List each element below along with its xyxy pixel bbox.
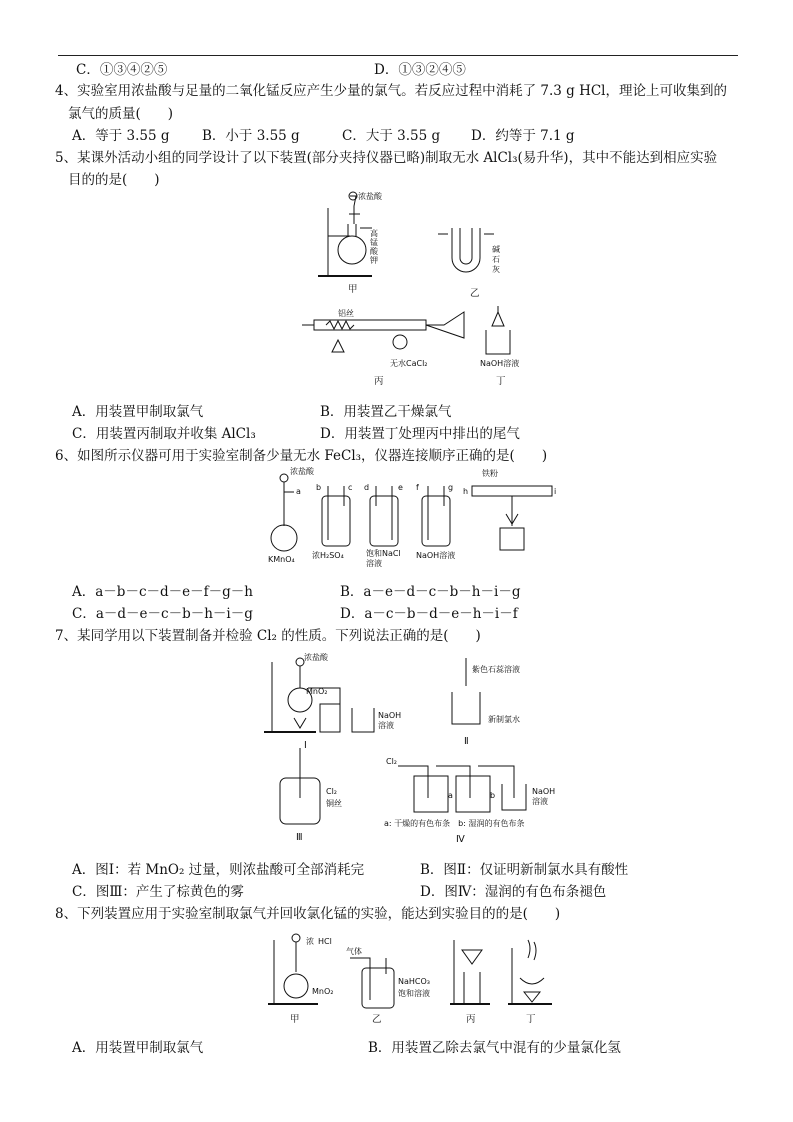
q6-label-iron: 铁粉 xyxy=(482,469,498,478)
q8-label-gas: 气体 xyxy=(346,947,362,956)
q8-setup-jia xyxy=(268,934,333,1025)
q8-label-mno2: MnO₂ xyxy=(312,987,334,996)
q4-stem-line2: 氯气的质量( ) xyxy=(68,106,174,122)
q5-option-c: C．用装置丙制取并收集 AlCl₃ xyxy=(72,426,256,442)
q4-option-b: B．小于 3.55 g xyxy=(202,128,300,144)
q5-label-conc-hcl: 浓盐酸 xyxy=(358,192,382,201)
q5-label-kmno4: 酸 xyxy=(370,247,378,256)
q7-apparatus-figure xyxy=(260,648,570,848)
q6-bottle-nacl xyxy=(364,483,403,568)
q7-label-conc-hcl: 浓盐酸 xyxy=(304,653,328,662)
q5-option-b: B．用装置乙干燥氯气 xyxy=(320,404,452,420)
q8-caption-bing: 丙 xyxy=(466,1014,476,1025)
q7-fig-I xyxy=(264,652,401,751)
q6-port-a: a xyxy=(296,487,301,496)
q8-setup-yi xyxy=(346,946,430,1025)
q5-label-kmno4: 高 xyxy=(370,229,378,238)
q7-option-d: D．图Ⅳ：湿润的有色布条褪色 xyxy=(420,884,607,900)
q7-fig-III xyxy=(280,748,342,843)
q8-label-hcl: HCl xyxy=(318,937,332,946)
q6-flask xyxy=(268,466,315,564)
q8-stem: 8、下列装置应用于实验室制取氯气并回收氯化锰的实验，能达到实验目的的是( ) xyxy=(55,906,561,922)
q6-label-nacl: 饱和NaCl xyxy=(366,549,401,558)
q5-label-kmno4: 锰 xyxy=(370,238,378,247)
q6-apparatus-figure xyxy=(262,466,562,574)
q7-label-chlorine-water: 新制氯水 xyxy=(488,715,520,724)
q5-label-al-wire: 铝丝 xyxy=(338,309,354,318)
q7-label-ab-note: a: 干燥的有色布条 b: 湿润的有色布条 xyxy=(384,819,525,828)
q5-stem-line2: 目的的是( ) xyxy=(68,172,160,188)
q6-port-f: f xyxy=(416,483,419,492)
q7-option-a: A．图Ⅰ：若 MnO₂ 过量，则浓盐酸可全部消耗完 xyxy=(72,862,365,878)
q3-option-c: C．①③④②⑤ xyxy=(76,62,168,78)
q7-label-a: a xyxy=(448,791,453,800)
q5-option-a: A．用装置甲制取氯气 xyxy=(72,404,204,420)
q6-option-a: A．a－b－c－d－e－f－g－h xyxy=(72,584,253,600)
q5-stem-line1: 5、某课外活动小组的同学设计了以下装置(部分夹持仪器已略)制取无水 AlCl₃(易升华)，其中不能达到相应实验 xyxy=(55,150,718,166)
q7-label-cl2: Cl₂ xyxy=(326,787,338,796)
q7-label-naoh-iv: 溶液 xyxy=(532,797,548,806)
q6-label-nacl: 溶液 xyxy=(366,559,382,568)
q6-stem: 6、如图所示仪器可用于实验室制备少量无水 FeCl₃，仪器连接顺序正确的是( ) xyxy=(55,448,548,464)
q5-setup-jia xyxy=(318,191,383,295)
q5-label-soda-lime: 碱 xyxy=(492,245,500,254)
q6-port-g: g xyxy=(448,483,454,492)
q5-label-soda-lime: 石 xyxy=(492,255,500,264)
q6-bottle-naoh xyxy=(416,483,455,560)
q6-label-h2so4: 浓H₂SO₄ xyxy=(312,551,344,560)
q6-label-conc-hcl: 浓盐酸 xyxy=(290,467,314,476)
q8-option-a: A．用装置甲制取氯气 xyxy=(72,1040,204,1056)
q7-label-mno2: MnO₂ xyxy=(306,687,328,696)
q8-apparatus-figure xyxy=(266,928,556,1026)
q7-fig-IV xyxy=(384,757,555,845)
q8-caption-ding: 丁 xyxy=(526,1014,536,1025)
q5-caption-bing: 丙 xyxy=(374,376,384,387)
q7-label-cu: 铜丝 xyxy=(326,799,342,808)
q6-option-b: B．a－e－d－c－b－h－i－g xyxy=(340,584,521,600)
q5-setup-ding xyxy=(480,306,519,387)
q7-label-cl2-in: Cl₂ xyxy=(386,757,398,766)
q6-port-i: i xyxy=(554,487,557,496)
q5-setup-bing xyxy=(302,308,464,387)
q8-setup-bing xyxy=(450,940,490,1025)
q8-option-b: B．用装置乙除去氯气中混有的少量氯化氢 xyxy=(368,1040,621,1056)
q8-label-nahco3: NaHCO₃ xyxy=(398,977,430,986)
q6-port-h: h xyxy=(463,487,469,496)
q7-option-b: B．图Ⅱ：仅证明新制氯水具有酸性 xyxy=(420,862,629,878)
q7-label-naoh: NaOH xyxy=(378,711,402,720)
q7-caption-III: Ⅲ xyxy=(296,832,303,843)
q8-label-saturated: 饱和溶液 xyxy=(398,989,430,998)
q7-fig-II xyxy=(452,658,520,747)
q4-option-d: D．约等于 7.1 g xyxy=(471,128,575,144)
q5-apparatus-figure xyxy=(300,188,540,393)
q7-label-naoh-iv: NaOH xyxy=(532,787,556,796)
q5-caption-yi: 乙 xyxy=(470,288,480,299)
q7-stem: 7、某同学用以下装置制备并检验 Cl₂ 的性质。下列说法正确的是( ) xyxy=(55,628,481,644)
q6-label-naoh: NaOH溶液 xyxy=(416,551,456,560)
q6-label-kmno4: KMnO₄ xyxy=(268,555,295,564)
q6-tube-iron xyxy=(463,468,556,550)
q4-option-c: C．大于 3.55 g xyxy=(342,128,441,144)
q5-caption-ding: 丁 xyxy=(496,376,506,387)
q7-label-b: b xyxy=(490,791,496,800)
q3-option-d: D．①③②④⑤ xyxy=(374,62,466,78)
q5-option-d: D．用装置丁处理丙中排出的尾气 xyxy=(320,426,520,442)
q6-option-c: C．a－d－e－c－b－h－i－g xyxy=(72,606,253,622)
q7-caption-II: Ⅱ xyxy=(464,736,469,747)
q7-caption-IV: Ⅳ xyxy=(456,834,465,845)
q7-option-c: C．图Ⅲ：产生了棕黄色的雾 xyxy=(72,884,244,900)
q8-setup-ding xyxy=(508,940,552,1025)
q7-label-litmus: 紫色石蕊溶液 xyxy=(472,665,520,674)
q7-caption-I: Ⅰ xyxy=(304,740,307,751)
q6-port-b: b xyxy=(316,483,322,492)
q4-option-a: A．等于 3.55 g xyxy=(72,128,170,144)
q5-label-naoh: NaOH溶液 xyxy=(480,359,520,368)
q5-setup-yi xyxy=(438,228,500,299)
q5-label-cacl2: 无水CaCl₂ xyxy=(390,359,428,368)
q8-label-conc: 浓 xyxy=(306,937,314,946)
q4-stem-line1: 4、实验室用浓盐酸与足量的二氧化锰反应产生少量的氯气。若反应过程中消耗了 7.3 g HCl，理论上可收集到的 xyxy=(55,83,727,99)
q8-caption-yi: 乙 xyxy=(372,1014,382,1025)
q6-option-d: D．a－c－b－d－e－h－i－f xyxy=(340,606,518,622)
q6-port-c: c xyxy=(348,483,353,492)
q5-caption-jia: 甲 xyxy=(348,284,358,295)
q5-label-kmno4: 钾 xyxy=(370,256,378,265)
q6-port-d: d xyxy=(364,483,370,492)
top-rule xyxy=(58,55,738,56)
q5-label-soda-lime: 灰 xyxy=(492,265,500,274)
q6-port-e: e xyxy=(398,483,403,492)
q6-bottle-h2so4 xyxy=(312,483,352,560)
q7-label-naoh: 溶液 xyxy=(378,721,394,730)
q8-caption-jia: 甲 xyxy=(290,1014,300,1025)
